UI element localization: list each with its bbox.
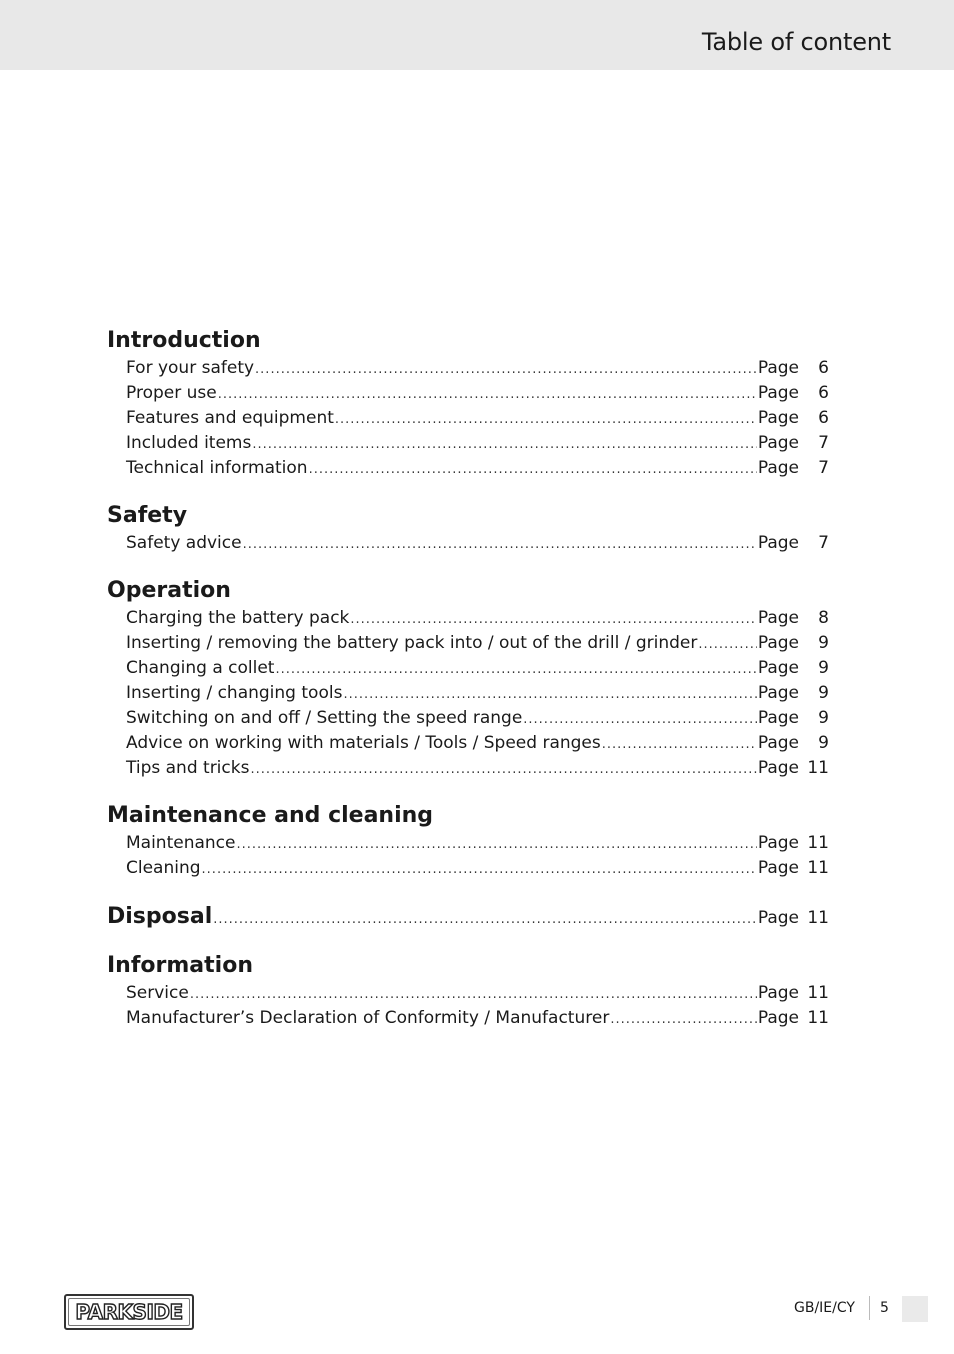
entry-page-label: Page [757, 608, 799, 628]
entry-page-number: 9 [818, 708, 829, 728]
entry-page-label: Page [757, 758, 799, 778]
toc-entry[interactable] [107, 406, 829, 431]
entry-page-number: 11 [807, 858, 829, 878]
section-heading: Disposal [107, 904, 213, 929]
logo-text: PARKSIDE [75, 1300, 183, 1324]
entry-title: Advice on working with materials / Tools / Speed ranges [126, 733, 601, 753]
entry-title: Proper use [126, 383, 217, 403]
toc-entry[interactable] [107, 381, 829, 406]
entry-title: Inserting / changing tools [126, 683, 343, 703]
entry-page-number: 9 [818, 733, 829, 753]
entry-page-label: Page [757, 858, 799, 878]
entry-page-number: 9 [818, 658, 829, 678]
toc-entry[interactable] [107, 706, 829, 731]
entry-title: Charging the battery pack [126, 608, 350, 628]
entry-page-number: 7 [818, 433, 829, 453]
section-heading: Introduction [107, 328, 261, 353]
toc-entry[interactable] [107, 681, 829, 706]
entry-page-number: 11 [807, 983, 829, 1003]
header-band [0, 0, 954, 70]
dot-leader [343, 682, 756, 707]
toc-entry[interactable] [107, 831, 829, 856]
entry-page-label: Page [757, 658, 799, 678]
entry-page-label: Page [757, 733, 799, 753]
entry-page-number: 11 [807, 908, 829, 928]
entry-page-label: Page [757, 833, 799, 853]
entry-title: Technical information [126, 458, 308, 478]
dot-leader [236, 832, 756, 857]
dot-leader [309, 457, 757, 482]
entry-title: Features and equipment [126, 408, 334, 428]
toc-entry[interactable] [107, 856, 829, 881]
toc-section-operation [107, 576, 829, 781]
entry-page-number: 7 [818, 458, 829, 478]
dot-leader [275, 657, 756, 682]
entry-page-label: Page [757, 358, 799, 378]
entry-title: Included items [126, 433, 252, 453]
entry-title: For your safety [126, 358, 255, 378]
entry-page-label: Page [757, 533, 799, 553]
section-heading: Information [107, 953, 253, 978]
entry-title: Safety advice [126, 533, 242, 553]
dot-leader [218, 382, 757, 407]
dot-leader [190, 982, 757, 1007]
entry-page-number: 6 [818, 383, 829, 403]
entry-title: Switching on and off / Setting the speed range [126, 708, 523, 728]
entry-page-label: Page [757, 408, 799, 428]
entry-page-number: 9 [818, 633, 829, 653]
dot-leader [255, 357, 757, 382]
toc-entry[interactable] [107, 731, 829, 756]
entry-page-label: Page [757, 458, 799, 478]
toc-section-maintenance [107, 801, 829, 881]
section-heading: Operation [107, 578, 231, 603]
entry-page-number: 6 [818, 408, 829, 428]
entry-title: Cleaning [126, 858, 201, 878]
entry-page-label: Page [757, 708, 799, 728]
toc-section-disposal[interactable] [107, 901, 829, 933]
dot-leader [698, 632, 756, 657]
entry-page-label: Page [757, 983, 799, 1003]
toc-entry[interactable] [107, 356, 829, 381]
section-spacer [107, 481, 829, 501]
toc-entry[interactable] [107, 656, 829, 681]
dot-leader [602, 732, 757, 757]
entry-page-number: 11 [807, 758, 829, 778]
toc-section-safety [107, 501, 829, 556]
toc-section-information [107, 951, 829, 1031]
entry-page-label: Page [757, 908, 799, 928]
dot-leader [252, 432, 757, 457]
toc-entry[interactable] [107, 756, 829, 781]
dot-leader [213, 904, 757, 936]
section-spacer [107, 781, 829, 801]
entry-title: Service [126, 983, 189, 1003]
parkside-logo [64, 1294, 194, 1330]
toc-entry[interactable] [107, 531, 829, 556]
entry-page-label: Page [757, 433, 799, 453]
dot-leader [250, 757, 756, 782]
table-of-contents [107, 326, 829, 1031]
footer-language-code: GB/IE/CY [794, 1300, 855, 1316]
toc-entry[interactable] [107, 456, 829, 481]
dot-leader [523, 707, 757, 732]
footer-divider [869, 1296, 870, 1320]
entry-page-number: 7 [818, 533, 829, 553]
entry-title: Tips and tricks [126, 758, 250, 778]
page-title: Table of content [701, 28, 891, 56]
toc-entry[interactable] [107, 431, 829, 456]
entry-page-number: 11 [807, 833, 829, 853]
dot-leader [350, 607, 756, 632]
entry-page-label: Page [757, 383, 799, 403]
toc-entry[interactable] [107, 1006, 829, 1031]
entry-page-label: Page [757, 683, 799, 703]
toc-entry[interactable] [107, 631, 829, 656]
dot-leader [202, 857, 757, 882]
entry-title: Inserting / removing the battery pack into / out of the drill / grinder [126, 633, 698, 653]
toc-entry[interactable] [107, 981, 829, 1006]
toc-section-introduction [107, 326, 829, 481]
section-heading: Maintenance and cleaning [107, 803, 434, 828]
entry-page-label: Page [757, 633, 799, 653]
entry-page-number: 9 [818, 683, 829, 703]
dot-leader [610, 1007, 757, 1032]
section-spacer [107, 556, 829, 576]
entry-title: Manufacturer’s Declaration of Conformity / Manufacturer [126, 1008, 610, 1028]
entry-page-label: Page [757, 1008, 799, 1028]
section-heading: Safety [107, 503, 188, 528]
entry-page-number: 8 [818, 608, 829, 628]
entry-page-number: 11 [807, 1008, 829, 1028]
dot-leader [335, 407, 757, 432]
footer-page-number: 5 [880, 1300, 889, 1316]
entry-page-number: 6 [818, 358, 829, 378]
section-spacer [107, 881, 829, 901]
dot-leader [243, 532, 757, 557]
footer-tab-box [902, 1296, 928, 1322]
entry-title: Changing a collet [126, 658, 275, 678]
toc-entry[interactable] [107, 606, 829, 631]
entry-title: Maintenance [126, 833, 236, 853]
